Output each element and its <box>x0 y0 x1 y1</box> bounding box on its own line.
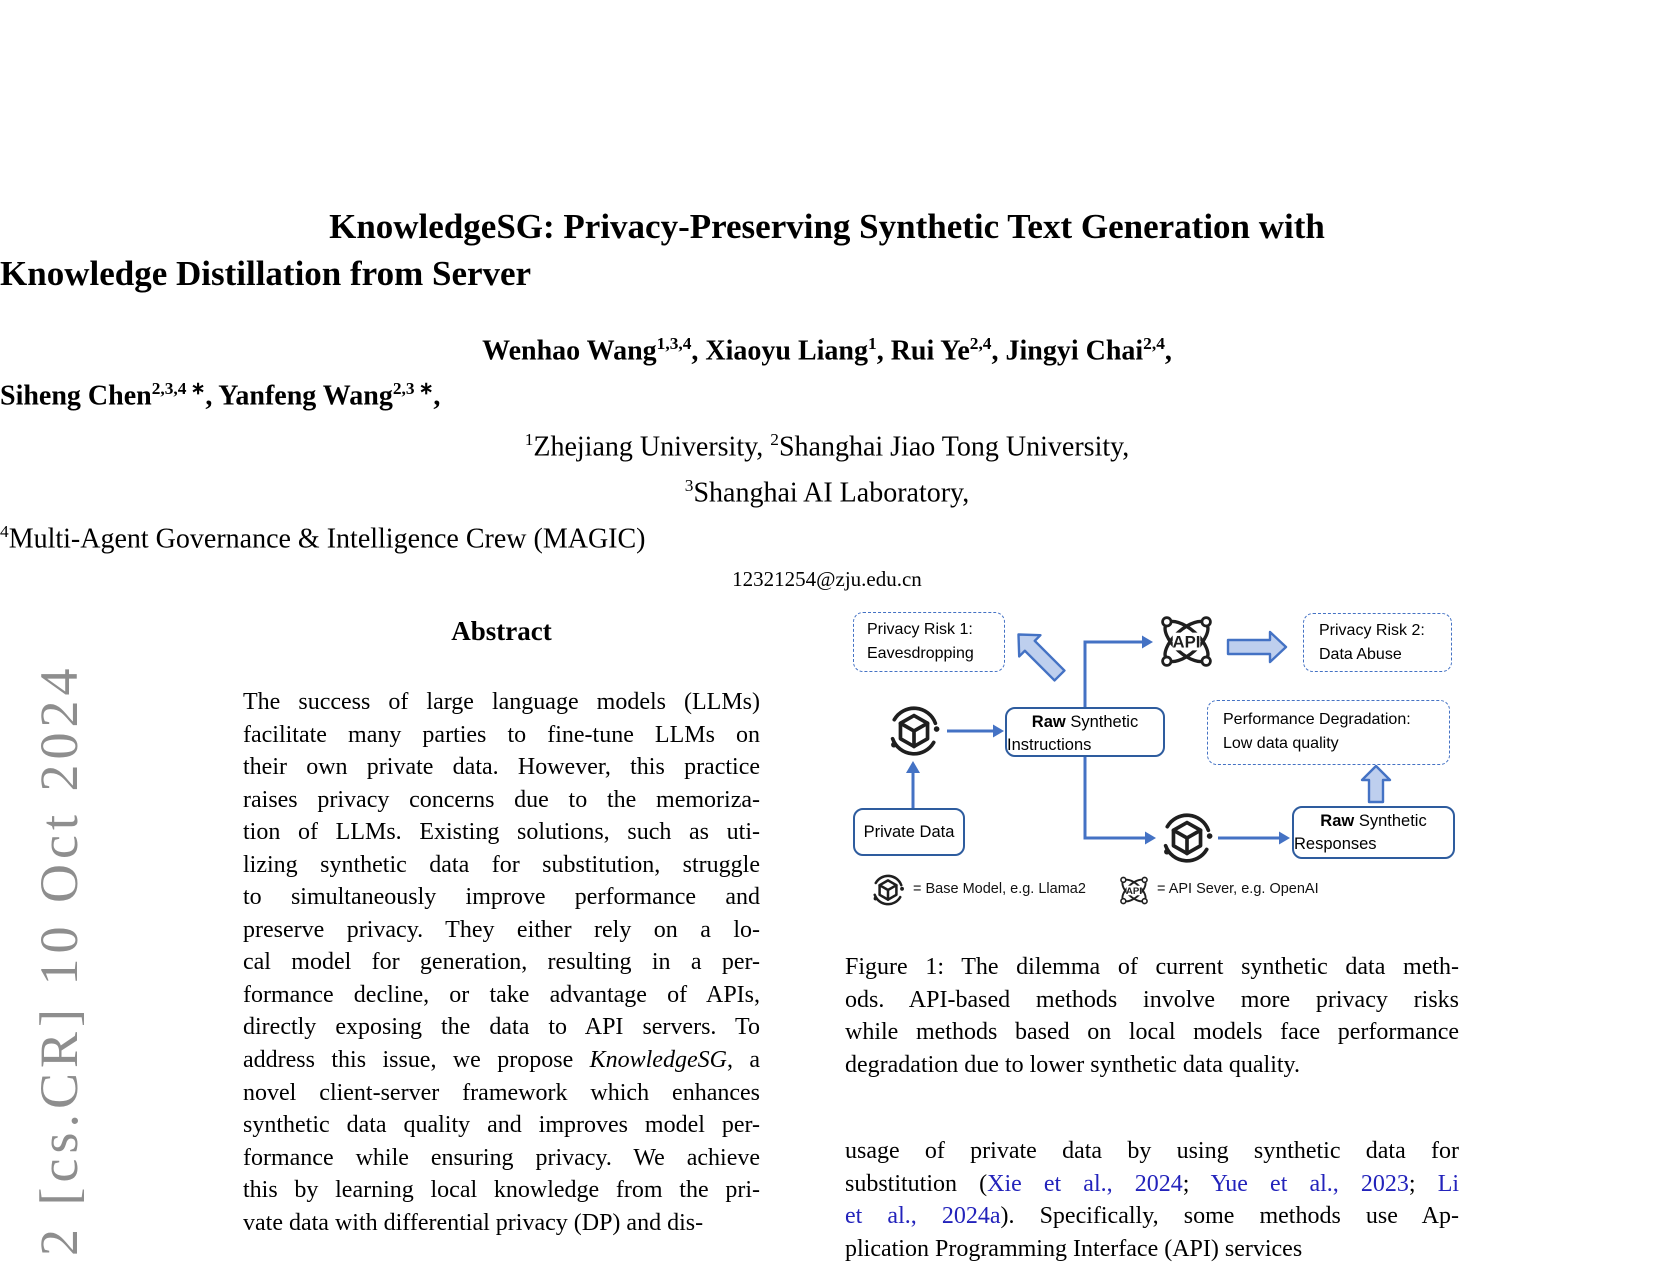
privacy-risk-1-box <box>853 612 1005 672</box>
text-segment: , Xiaoyu Liang <box>691 335 868 366</box>
text-line <box>1294 833 1453 856</box>
text-line: preserve privacy. They either rely on a lo- <box>243 914 760 947</box>
text-line <box>1294 810 1453 833</box>
text-line <box>0 370 1654 415</box>
block-arrow-eavesdrop <box>1008 624 1070 686</box>
text-line: plication Programming Interface (API) services <box>845 1233 1459 1265</box>
text-segment: ; <box>1183 1171 1211 1197</box>
text-line: their own private data. However, this practice <box>243 751 760 784</box>
paper-title <box>0 203 1654 297</box>
author-list <box>0 325 1654 416</box>
text-segment: , Jingyi Chai <box>991 335 1143 366</box>
text-line <box>0 325 1654 370</box>
text-line: synthetic data quality and improves model per- <box>243 1109 760 1142</box>
privacy-risk-2-box <box>1303 613 1452 672</box>
citation-link[interactable]: Xie et al., 2024 <box>987 1171 1183 1197</box>
text-segment: 2,3 ∗ <box>393 379 434 398</box>
text-line: Knowledge Distillation from Server <box>0 250 1654 297</box>
text-line: usage of private data by using synthetic data for <box>845 1135 1459 1168</box>
citation-link[interactable]: et al., 2024a <box>845 1203 1000 1229</box>
text-segment: Shanghai Jiao Tong University, <box>779 431 1129 462</box>
figure-1 <box>845 585 1460 945</box>
base-model-icon <box>885 702 943 765</box>
text-segment: ). Specifically, some methods use Ap- <box>1000 1203 1459 1229</box>
text-line: Privacy Risk 2: <box>1319 619 1451 643</box>
text-line: Privacy Risk 1: <box>867 618 1004 642</box>
text-segment: Wenhao Wang <box>482 335 657 366</box>
text-segment: Siheng Chen <box>0 381 152 412</box>
citation-link[interactable]: Yue et al., 2023 <box>1211 1171 1409 1197</box>
raw-synthetic-instructions-box <box>1005 707 1165 757</box>
text-segment: Instructions <box>1007 736 1091 754</box>
legend-api-icon <box>1117 874 1151 912</box>
text-line: KnowledgeSG: Privacy-Preserving Synthetic Text Generation with <box>0 203 1654 250</box>
text-segment: 1,3,4 <box>657 334 692 353</box>
performance-degradation-box <box>1207 700 1450 765</box>
text-line: ods. API-based methods involve more privacy risks <box>845 984 1459 1017</box>
text-segment: Shanghai AI Laboratory, <box>693 477 969 508</box>
text-line: facilitate many parties to fine-tune LLMs on <box>243 719 760 752</box>
text-segment: 1 <box>868 334 877 353</box>
text-segment: KnowledgeSG <box>590 1047 727 1073</box>
text-segment: 3 <box>685 476 694 495</box>
private-data-box: Private Data <box>853 808 965 856</box>
text-segment: 1 <box>525 430 534 449</box>
text-segment: Raw <box>1032 713 1066 731</box>
text-line: novel client-server framework which enhances <box>243 1077 760 1110</box>
text-segment: Raw <box>1320 812 1354 830</box>
text-line <box>1007 711 1163 734</box>
text-line: Low data quality <box>1223 732 1449 756</box>
text-line: this by learning local knowledge from the pri- <box>243 1174 760 1207</box>
legend-api-label: = API Sever, e.g. OpenAI <box>1157 881 1319 897</box>
text-segment: 2,4 <box>970 334 992 353</box>
text-segment: , Rui Ye <box>877 335 970 366</box>
figure-caption <box>845 951 1459 1081</box>
legend-base-model-label: = Base Model, e.g. Llama2 <box>913 881 1086 897</box>
abstract-heading: Abstract <box>243 616 760 647</box>
text-line: Performance Degradation: <box>1223 708 1449 732</box>
text-segment: , <box>433 381 440 412</box>
affiliations <box>0 420 1654 559</box>
text-segment: 2,4 <box>1143 334 1165 353</box>
text-segment: Synthetic <box>1354 812 1426 830</box>
citation-link[interactable]: Li <box>1438 1171 1459 1197</box>
text-segment: 2,3,4 ∗ <box>152 379 206 398</box>
text-line: formance decline, or take advantage of APIs, <box>243 979 760 1012</box>
raw-synthetic-responses-box <box>1292 806 1455 859</box>
text-line <box>243 1044 760 1077</box>
text-line <box>0 420 1654 466</box>
text-line: vate data with differential privacy (DP) and dis- <box>243 1207 760 1240</box>
body-text-right <box>845 1135 1459 1265</box>
text-segment: Responses <box>1294 835 1377 853</box>
text-line <box>845 1200 1459 1233</box>
svg-text:API: API <box>1173 632 1201 651</box>
paper-header <box>0 203 1654 592</box>
base-model-icon-2 <box>1158 809 1216 872</box>
block-arrow-data-abuse <box>1228 632 1286 662</box>
text-line <box>1007 734 1163 757</box>
legend-base-model-icon <box>870 872 906 913</box>
text-line: Data Abuse <box>1319 643 1451 667</box>
text-line: directly exposing the data to API servers. To <box>243 1011 760 1044</box>
text-segment: Zhejiang University, <box>533 431 770 462</box>
text-line: tion of LLMs. Existing solutions, such as uti- <box>243 816 760 849</box>
text-line: while methods based on local models face performance <box>845 1016 1459 1049</box>
api-server-icon <box>1155 611 1218 677</box>
text-segment: , <box>1165 335 1172 366</box>
arxiv-stamp: 2 [cs.CR] 10 Oct 2024 <box>30 664 88 1256</box>
block-arrow-degradation <box>1362 766 1390 802</box>
contact-email: 12321254@zju.edu.cn <box>0 567 1654 592</box>
text-segment: 4 <box>0 522 9 541</box>
text-segment: ; <box>1409 1171 1438 1197</box>
text-line: lizing synthetic data for substitution, struggle <box>243 849 760 882</box>
text-line: degradation due to lower synthetic data quality. <box>845 1049 1459 1082</box>
text-line: Eavesdropping <box>867 642 1004 666</box>
text-line: cal model for generation, resulting in a per- <box>243 946 760 979</box>
text-line: Figure 1: The dilemma of current synthetic data meth- <box>845 951 1459 984</box>
text-segment: , a <box>727 1047 760 1073</box>
text-segment: Multi-Agent Governance & Intelligence Crew (MAGIC) <box>9 524 646 555</box>
text-segment: 2 <box>770 430 779 449</box>
text-line: to simultaneously improve performance and <box>243 881 760 914</box>
text-line: formance while ensuring privacy. We achieve <box>243 1142 760 1175</box>
text-line <box>0 512 1654 558</box>
text-segment: address this issue, we propose <box>243 1047 590 1073</box>
svg-text:API: API <box>1126 886 1142 897</box>
text-line: The success of large language models (LLMs) <box>243 686 760 719</box>
text-line <box>0 466 1654 512</box>
text-segment: Synthetic <box>1066 713 1138 731</box>
text-segment: , Yanfeng Wang <box>205 381 393 412</box>
abstract-text <box>243 686 760 1239</box>
text-line: raises privacy concerns due to the memoriza- <box>243 784 760 817</box>
text-segment: substitution ( <box>845 1171 987 1197</box>
text-line <box>845 1168 1459 1201</box>
